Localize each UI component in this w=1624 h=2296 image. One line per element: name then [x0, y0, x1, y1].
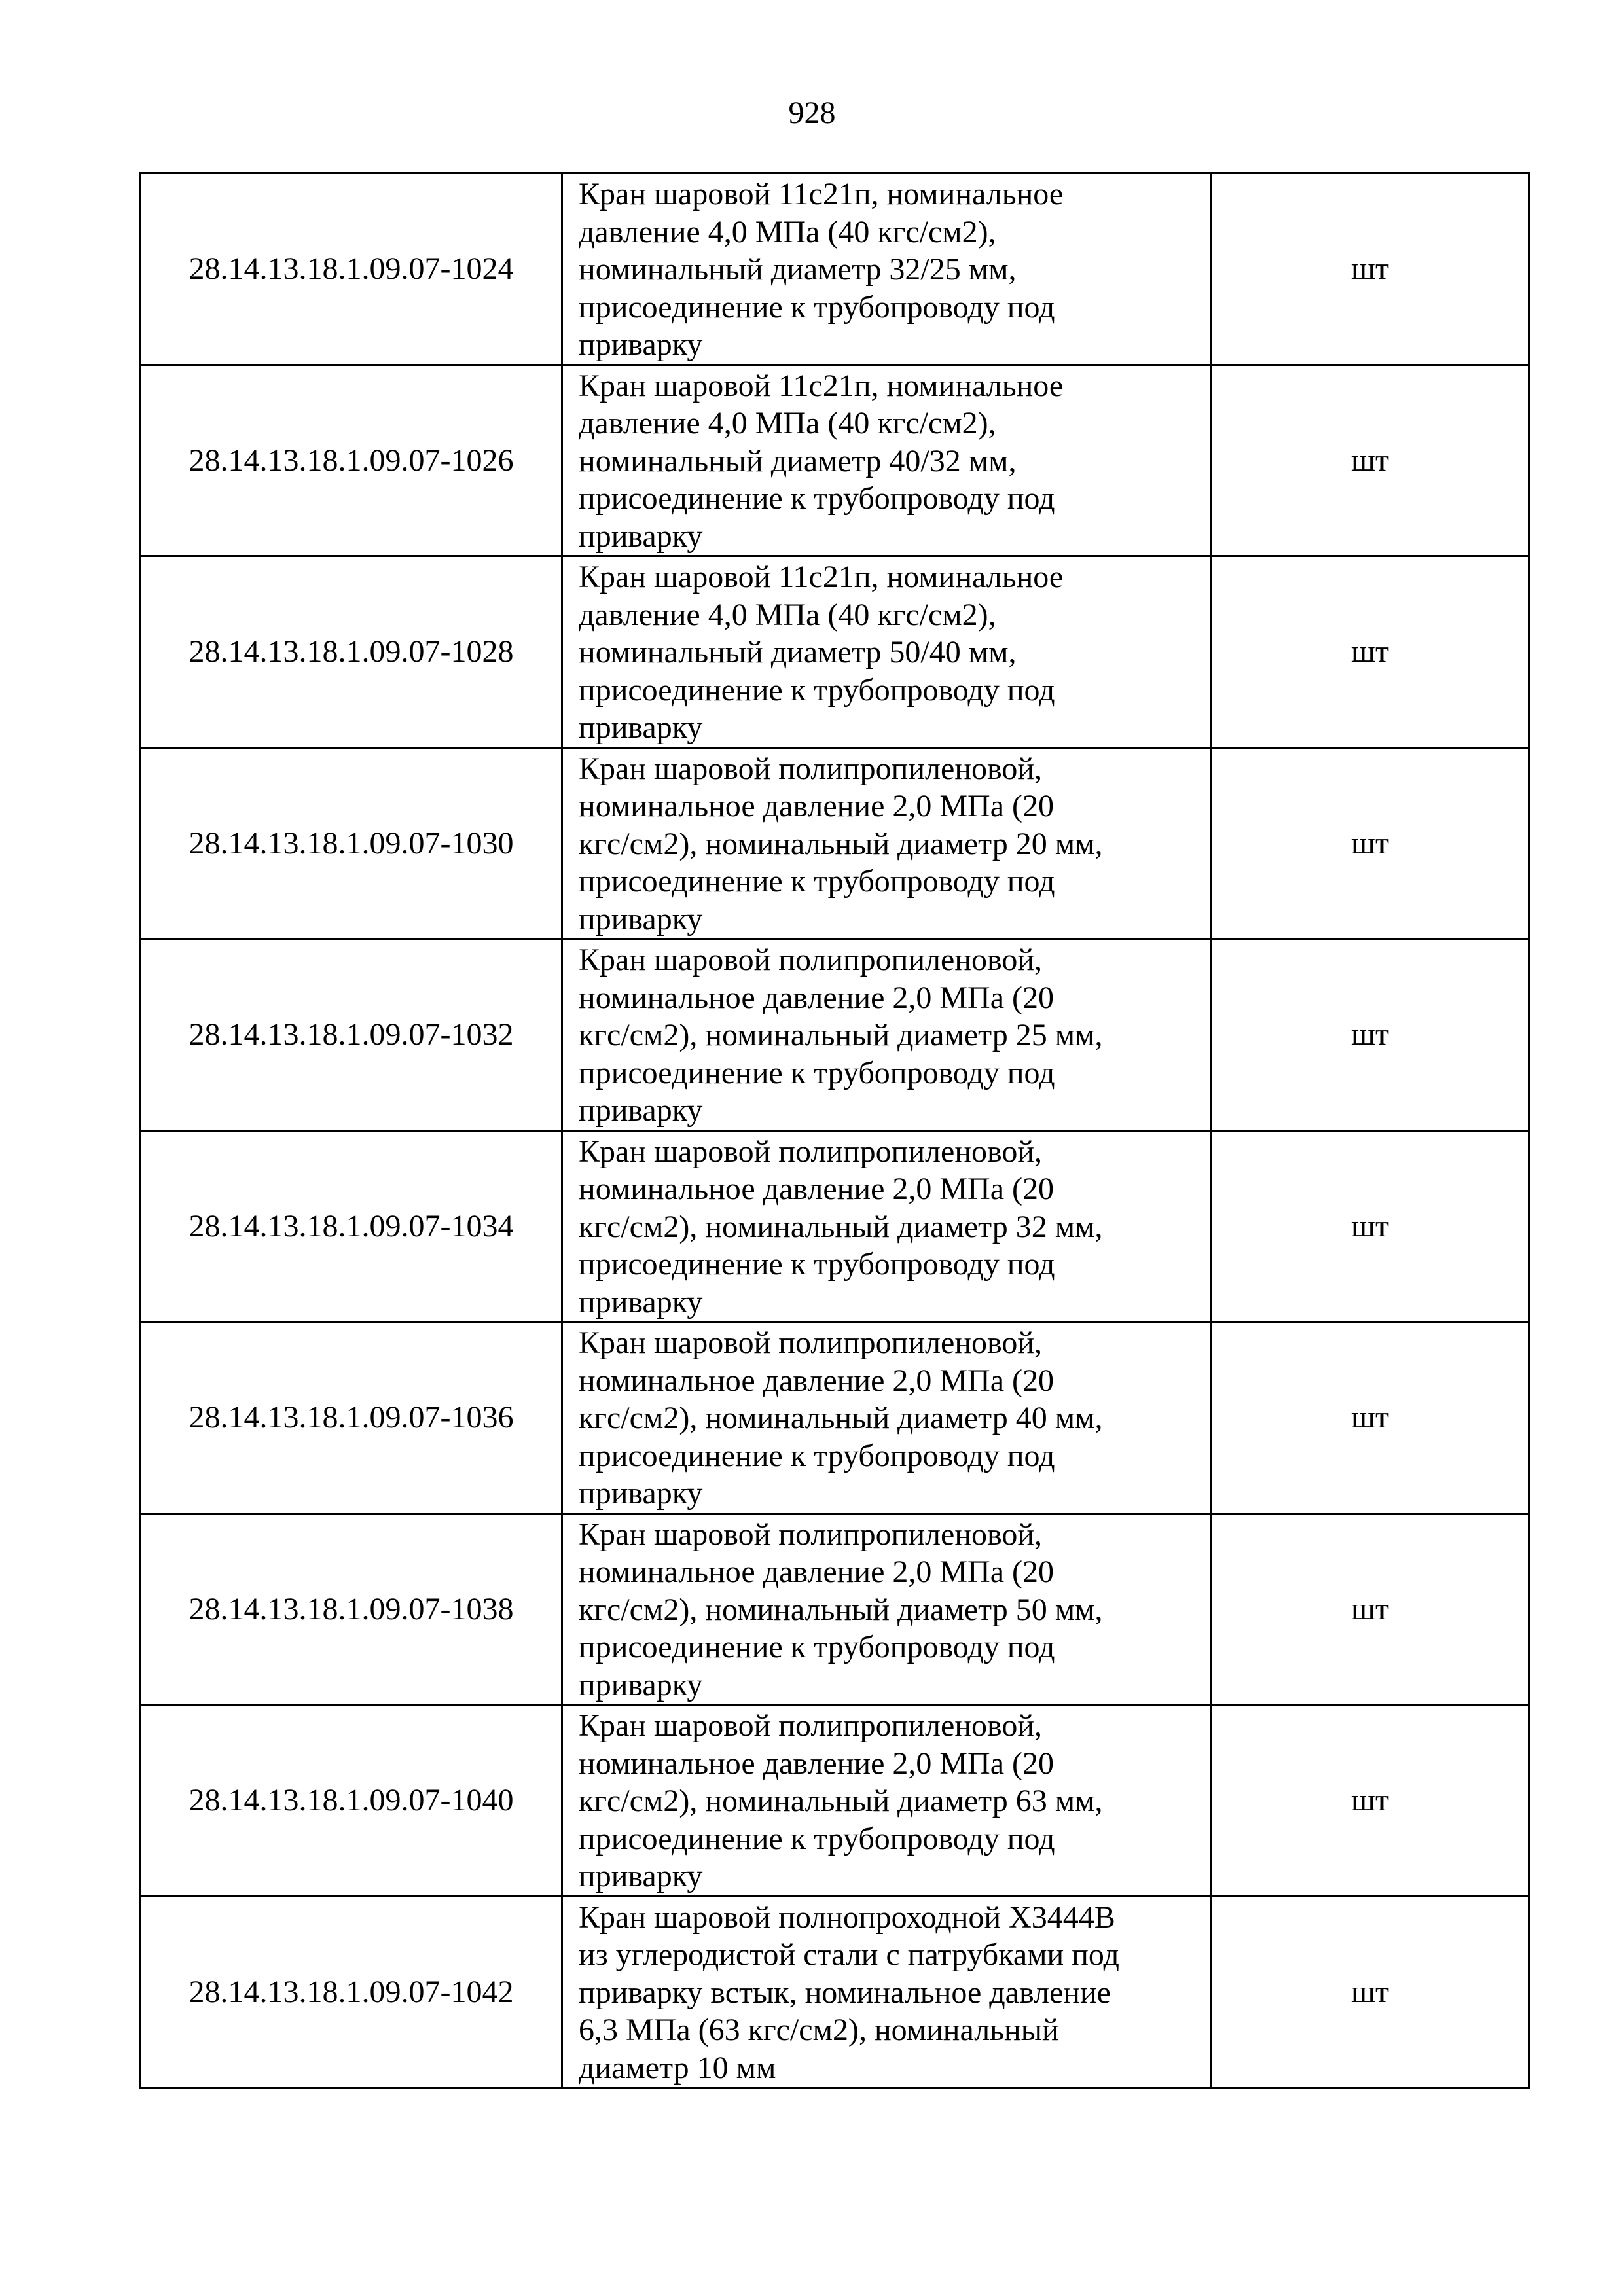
resource-code: 28.14.13.18.1.09.07-1026 [141, 365, 562, 556]
resource-code: 28.14.13.18.1.09.07-1034 [141, 1130, 562, 1322]
description-line: Кран шаровой полнопроходной Х3444В [579, 1899, 1115, 1935]
table-row [141, 1705, 1530, 1897]
description-line: приварку [579, 1859, 703, 1893]
resource-description [562, 365, 1211, 556]
resource-code: 28.14.13.18.1.09.07-1038 [141, 1513, 562, 1705]
description-line: Кран шаровой полипропиленовой, [579, 1134, 1043, 1169]
description-line: Кран шаровой 11с21п, номинальное [579, 368, 1064, 403]
unit-of-measure: шт [1211, 939, 1530, 1131]
description-line: приварку [579, 1093, 703, 1128]
description-line: приварку [579, 518, 703, 554]
unit-of-measure: шт [1211, 747, 1530, 939]
table-row [141, 556, 1530, 748]
description-line: приварку [579, 1667, 703, 1702]
description-line: приварку [579, 327, 703, 362]
resource-code: 28.14.13.18.1.09.07-1028 [141, 556, 562, 748]
description-line: номинальное давление 2,0 МПа (20 [579, 1172, 1054, 1206]
resource-description [562, 1130, 1211, 1322]
description-line: присоединение к трубопроводу под [579, 672, 1055, 708]
description-line: Кран шаровой полипропиленовой, [579, 751, 1043, 786]
description-line: 6,3 МПа (63 кгс/см2), номинальный [579, 2013, 1059, 2047]
resource-table-body [141, 173, 1530, 2088]
description-line: Кран шаровой 11с21п, номинальное [579, 177, 1064, 211]
resource-table [139, 172, 1530, 2089]
resource-code: 28.14.13.18.1.09.07-1024 [141, 173, 562, 365]
resource-description [562, 1705, 1211, 1897]
description-line: номинальный диаметр 40/32 мм, [579, 443, 1017, 478]
table-row [141, 747, 1530, 939]
page-number: 928 [788, 96, 836, 130]
resource-description [562, 747, 1211, 939]
description-line: Кран шаровой полипропиленовой, [579, 1516, 1043, 1552]
description-line: приварку встык, номинальное давление [579, 1975, 1111, 2010]
description-line: присоединение к трубопроводу под [579, 289, 1055, 325]
description-line: номинальное давление 2,0 МПа (20 [579, 789, 1054, 823]
description-line: приварку [579, 1476, 703, 1511]
unit-of-measure: шт [1211, 556, 1530, 748]
description-line: присоединение к трубопроводу под [579, 481, 1055, 516]
description-line: номинальное давление 2,0 МПа (20 [579, 980, 1054, 1015]
resource-code: 28.14.13.18.1.09.07-1036 [141, 1322, 562, 1514]
description-line: номинальное давление 2,0 МПа (20 [579, 1554, 1054, 1589]
unit-of-measure: шт [1211, 1896, 1530, 2088]
description-line: кгс/см2), номинальный диаметр 32 мм, [579, 1209, 1103, 1244]
table-row [141, 1322, 1530, 1514]
description-line: номинальное давление 2,0 МПа (20 [579, 1363, 1054, 1398]
resource-code: 28.14.13.18.1.09.07-1030 [141, 747, 562, 939]
resource-description [562, 1322, 1211, 1514]
description-line: кгс/см2), номинальный диаметр 50 мм, [579, 1592, 1103, 1627]
description-line: кгс/см2), номинальный диаметр 63 мм, [579, 1784, 1103, 1818]
description-line: присоединение к трубопроводу под [579, 1821, 1055, 1856]
resource-description [562, 173, 1211, 365]
table-row [141, 173, 1530, 365]
resource-description [562, 1513, 1211, 1705]
description-line: Кран шаровой полипропиленовой, [579, 942, 1043, 977]
resource-description [562, 939, 1211, 1131]
description-line: Кран шаровой 11с21п, номинальное [579, 560, 1064, 594]
description-line: присоединение к трубопроводу под [579, 1438, 1055, 1473]
description-line: приварку [579, 901, 703, 937]
table-row [141, 365, 1530, 556]
description-line: давление 4,0 МПа (40 кгс/см2), [579, 406, 996, 440]
description-line: номинальное давление 2,0 МПа (20 [579, 1746, 1054, 1781]
description-line: присоединение к трубопроводу под [579, 864, 1055, 899]
description-line: присоединение к трубопроводу под [579, 1055, 1055, 1090]
resource-code: 28.14.13.18.1.09.07-1040 [141, 1705, 562, 1897]
unit-of-measure: шт [1211, 1705, 1530, 1897]
unit-of-measure: шт [1211, 173, 1530, 365]
resource-description [562, 1896, 1211, 2088]
table-row [141, 1513, 1530, 1705]
description-line: из углеродистой стали с патрубками под [579, 1937, 1119, 1972]
table-row [141, 939, 1530, 1131]
description-line: кгс/см2), номинальный диаметр 25 мм, [579, 1018, 1103, 1052]
resource-code: 28.14.13.18.1.09.07-1032 [141, 939, 562, 1131]
description-line: давление 4,0 МПа (40 кгс/см2), [579, 214, 996, 249]
resource-description [562, 556, 1211, 748]
description-line: давление 4,0 МПа (40 кгс/см2), [579, 597, 996, 632]
unit-of-measure: шт [1211, 365, 1530, 556]
resource-code: 28.14.13.18.1.09.07-1042 [141, 1896, 562, 2088]
description-line: кгс/см2), номинальный диаметр 40 мм, [579, 1401, 1103, 1435]
description-line: присоединение к трубопроводу под [579, 1247, 1055, 1282]
description-line: номинальный диаметр 32/25 мм, [579, 252, 1017, 287]
table-row [141, 1896, 1530, 2088]
unit-of-measure: шт [1211, 1513, 1530, 1705]
description-line: приварку [579, 1284, 703, 1319]
description-line: кгс/см2), номинальный диаметр 20 мм, [579, 826, 1103, 861]
description-line: приварку [579, 710, 703, 745]
description-line: диаметр 10 мм [579, 2050, 776, 2085]
unit-of-measure: шт [1211, 1322, 1530, 1514]
description-line: Кран шаровой полипропиленовой, [579, 1325, 1043, 1360]
description-line: номинальный диаметр 50/40 мм, [579, 635, 1017, 670]
description-line: присоединение к трубопроводу под [579, 1630, 1055, 1664]
description-line: Кран шаровой полипропиленовой, [579, 1708, 1043, 1743]
table-row [141, 1130, 1530, 1322]
unit-of-measure: шт [1211, 1130, 1530, 1322]
